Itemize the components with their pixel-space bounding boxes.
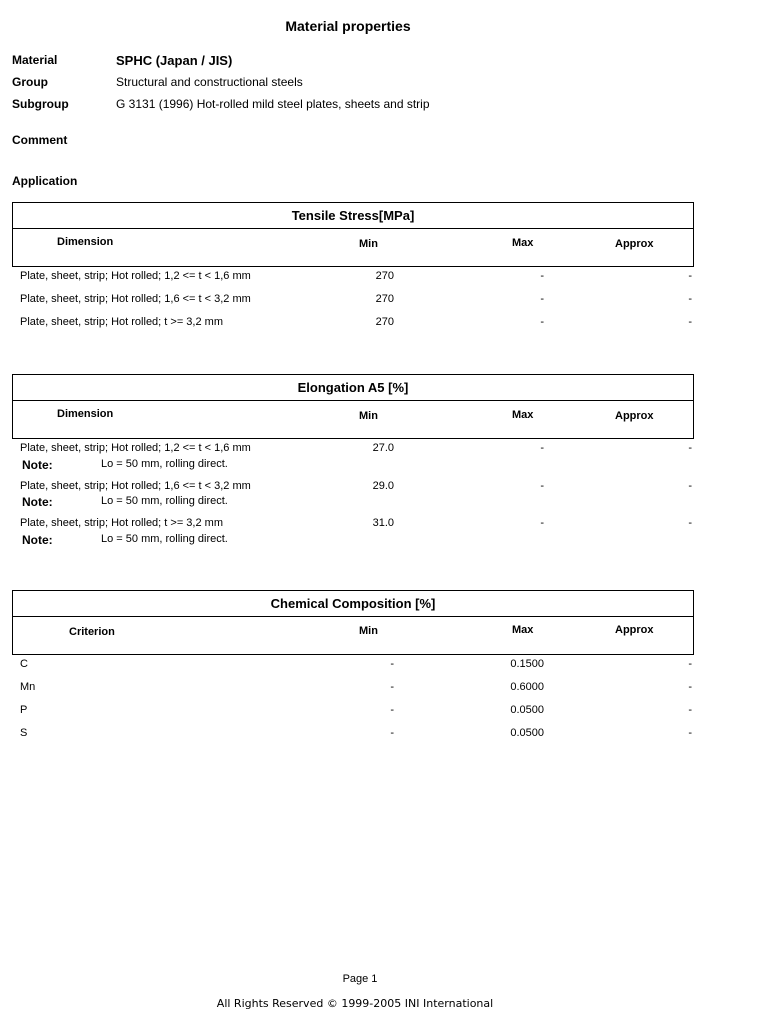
chemical-table-header xyxy=(12,590,694,655)
cell-criterion: Mn xyxy=(20,681,36,693)
column-header-min: Min xyxy=(359,625,378,637)
cell-approx: - xyxy=(688,704,692,716)
page-title: Material properties xyxy=(285,18,411,34)
cell-max: - xyxy=(540,480,544,492)
copyright-notice: All Rights Reserved © 1999-2005 INI International xyxy=(216,997,494,1010)
cell-min: 27.0 xyxy=(372,442,394,454)
cell-min: - xyxy=(390,658,394,670)
comment-label: Comment xyxy=(12,133,68,147)
column-header-max: Max xyxy=(512,624,534,636)
cell-criterion: C xyxy=(20,658,28,670)
cell-min: 31.0 xyxy=(372,517,394,529)
group-value: Structural and constructional steels xyxy=(116,75,303,89)
cell-dimension: Plate, sheet, strip; Hot rolled; 1,2 <= t < 1,6 mm xyxy=(20,270,251,282)
cell-max: - xyxy=(540,442,544,454)
cell-max: - xyxy=(540,270,544,282)
note-label: Note: xyxy=(22,458,53,472)
cell-dimension: Plate, sheet, strip; Hot rolled; 1,2 <= t < 1,6 mm xyxy=(20,442,251,454)
column-header-max: Max xyxy=(512,237,534,249)
column-header-criterion: Criterion xyxy=(69,626,115,638)
cell-max: - xyxy=(540,293,544,305)
tensile-table-title: Tensile Stress[MPa] xyxy=(13,203,693,229)
table-row xyxy=(12,270,694,290)
column-header-approx: Approx xyxy=(615,238,654,250)
cell-approx: - xyxy=(688,480,692,492)
tensile-table-header xyxy=(12,202,694,267)
cell-dimension: Plate, sheet, strip; Hot rolled; 1,6 <= t < 3,2 mm xyxy=(20,293,251,305)
column-header-approx: Approx xyxy=(615,410,654,422)
cell-min: 270 xyxy=(375,270,394,282)
cell-approx: - xyxy=(688,316,692,328)
column-header-max: Max xyxy=(512,409,534,421)
cell-max: 0.1500 xyxy=(510,658,544,670)
note-label: Note: xyxy=(22,533,53,547)
cell-approx: - xyxy=(688,293,692,305)
elongation-column-headers xyxy=(13,401,693,438)
chemical-table-title: Chemical Composition [%] xyxy=(13,591,693,617)
material-value: SPHC (Japan / JIS) xyxy=(116,53,233,68)
page-number: Page 1 xyxy=(342,973,378,985)
column-header-min: Min xyxy=(359,238,378,250)
cell-max: 0.0500 xyxy=(510,727,544,739)
column-header-dimension: Dimension xyxy=(57,236,114,248)
note-row xyxy=(12,495,694,515)
cell-criterion: S xyxy=(20,727,28,739)
cell-approx: - xyxy=(688,727,692,739)
table-row xyxy=(12,316,694,336)
application-label: Application xyxy=(12,174,78,188)
cell-dimension: Plate, sheet, strip; Hot rolled; t >= 3,2 mm xyxy=(20,517,223,529)
column-header-approx: Approx xyxy=(615,624,654,636)
cell-approx: - xyxy=(688,658,692,670)
cell-min: 29.0 xyxy=(372,480,394,492)
cell-approx: - xyxy=(688,442,692,454)
table-row xyxy=(12,704,694,724)
cell-criterion: P xyxy=(20,704,28,716)
cell-max: 0.6000 xyxy=(510,681,544,693)
cell-min: 270 xyxy=(375,316,394,328)
elongation-table-header xyxy=(12,374,694,439)
cell-approx: - xyxy=(688,517,692,529)
column-header-min: Min xyxy=(359,410,378,422)
note-text: Lo = 50 mm, rolling direct. xyxy=(101,495,228,507)
table-row xyxy=(12,293,694,313)
cell-approx: - xyxy=(688,270,692,282)
table-row xyxy=(12,658,694,678)
cell-max: - xyxy=(540,517,544,529)
elongation-table-title: Elongation A5 [%] xyxy=(13,375,693,401)
cell-min: 270 xyxy=(375,293,394,305)
subgroup-value: G 3131 (1996) Hot-rolled mild steel plates, sheets and strip xyxy=(116,97,430,111)
cell-min: - xyxy=(390,681,394,693)
note-row xyxy=(12,533,694,553)
material-label: Material xyxy=(12,53,58,67)
tensile-column-headers xyxy=(13,229,693,266)
note-text: Lo = 50 mm, rolling direct. xyxy=(101,533,228,545)
note-row xyxy=(12,458,694,478)
note-text: Lo = 50 mm, rolling direct. xyxy=(101,458,228,470)
cell-min: - xyxy=(390,727,394,739)
chemical-column-headers xyxy=(13,617,693,654)
note-label: Note: xyxy=(22,495,53,509)
cell-approx: - xyxy=(688,681,692,693)
table-row xyxy=(12,681,694,701)
table-row xyxy=(12,727,694,747)
group-label: Group xyxy=(12,75,48,89)
cell-dimension: Plate, sheet, strip; Hot rolled; t >= 3,2 mm xyxy=(20,316,223,328)
subgroup-label: Subgroup xyxy=(12,97,69,111)
cell-min: - xyxy=(390,704,394,716)
cell-dimension: Plate, sheet, strip; Hot rolled; 1,6 <= t < 3,2 mm xyxy=(20,480,251,492)
cell-max: - xyxy=(540,316,544,328)
cell-max: 0.0500 xyxy=(510,704,544,716)
column-header-dimension: Dimension xyxy=(57,408,114,420)
